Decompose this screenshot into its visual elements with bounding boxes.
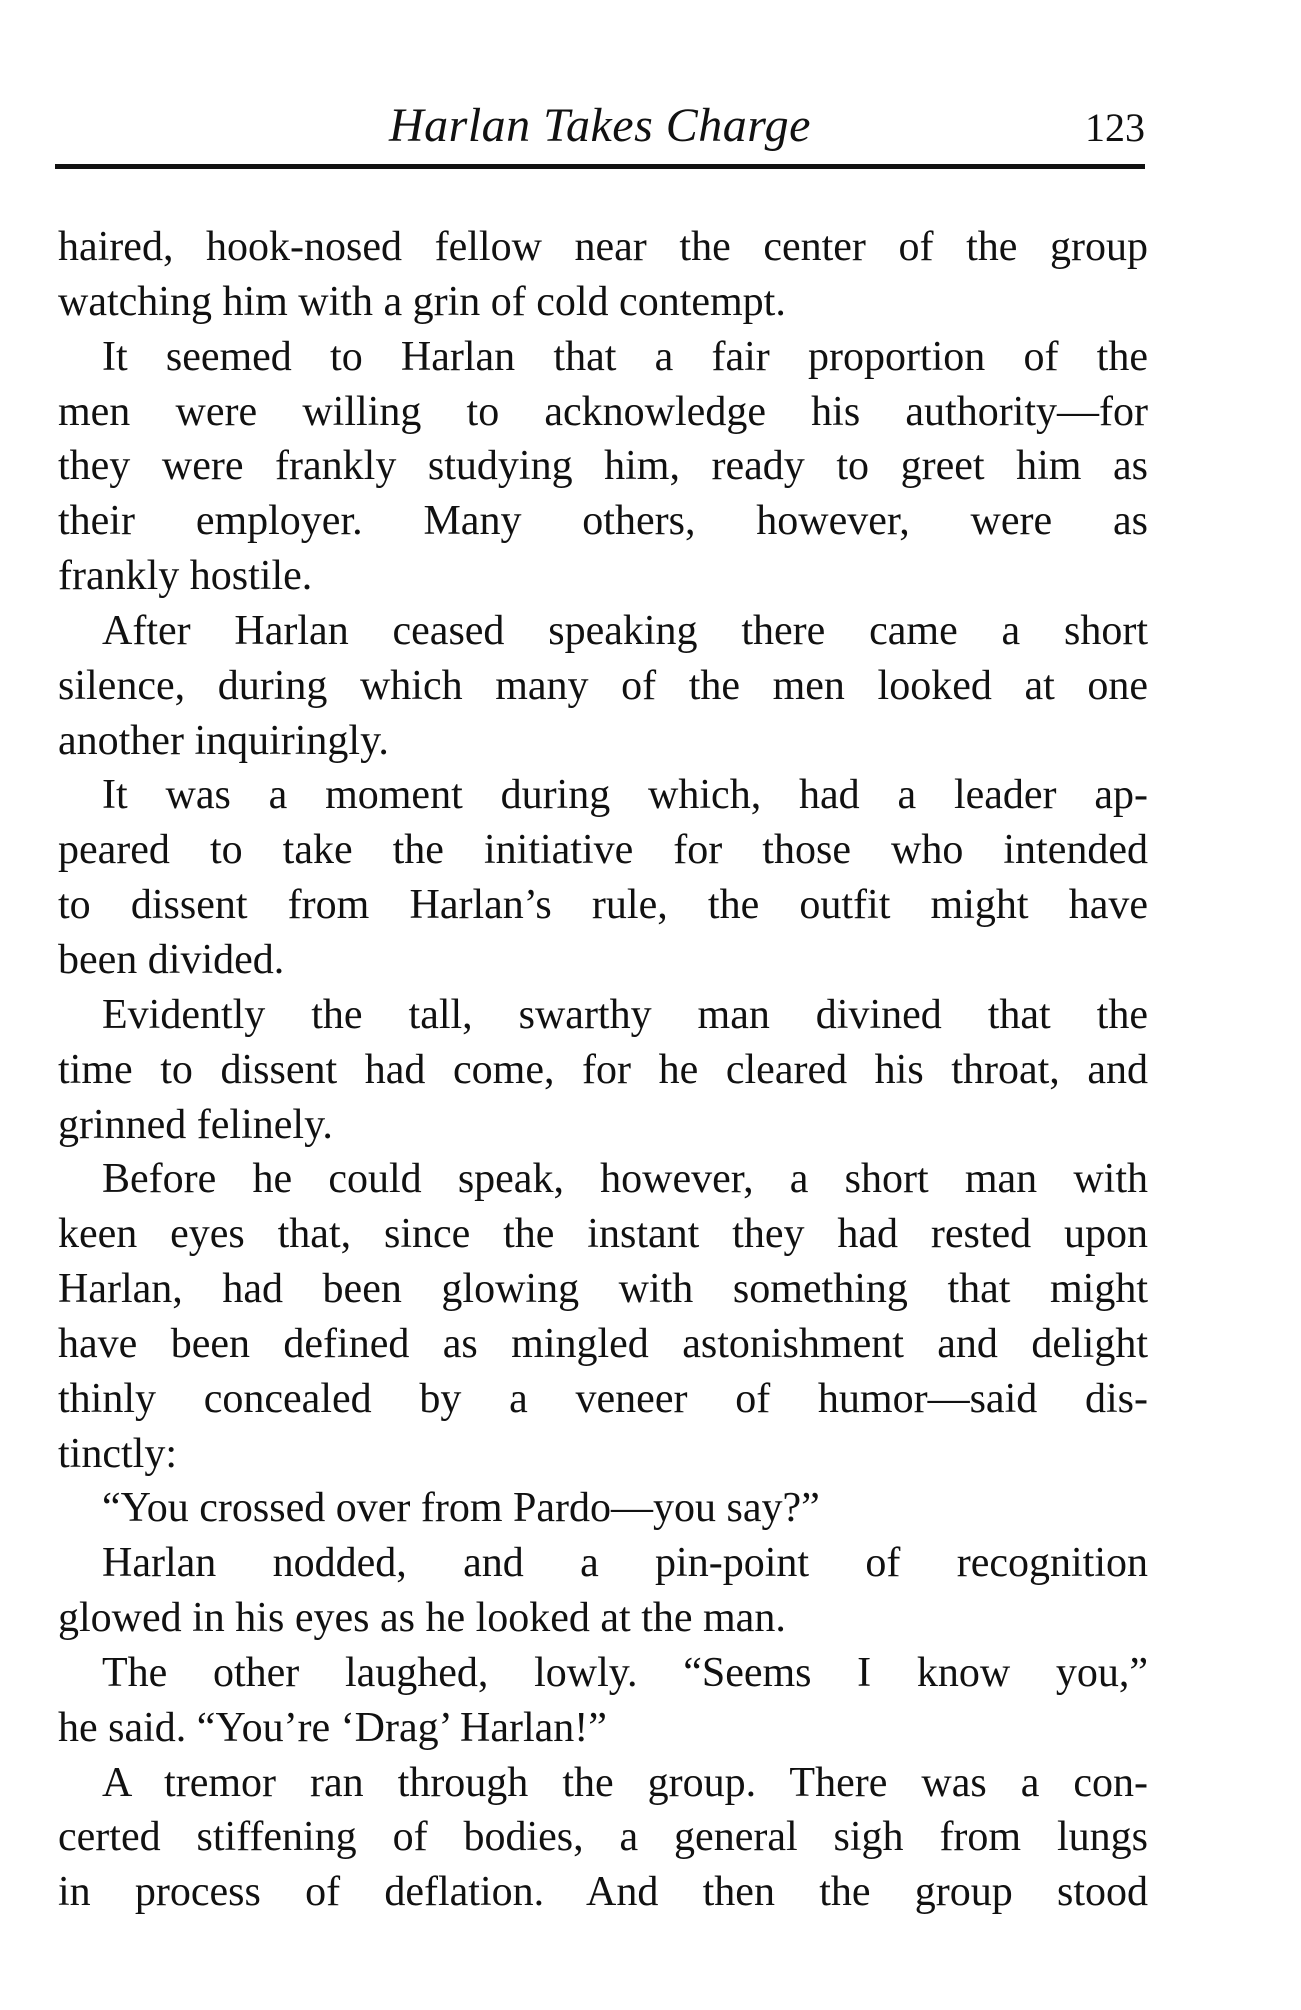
text-line: haired, hook-nosed fellow near the center of the group xyxy=(58,224,1148,270)
text-line: grinned felinely. xyxy=(58,1101,333,1148)
text-line: men were willing to acknowledge his authority—for xyxy=(58,388,1148,435)
text-line: Harlan, had been glowing with something that might xyxy=(58,1266,1148,1313)
text-line: he said. “You’re ‘Drag’ Harlan!” xyxy=(58,1704,607,1751)
text-line: “You crossed over from Pardo—you say?” xyxy=(102,1485,820,1532)
text-line: another inquiringly. xyxy=(58,717,389,764)
text-line: keen eyes that, since the instant they had rested upon xyxy=(58,1211,1148,1258)
running-head xyxy=(55,96,1145,166)
page-number: 123 xyxy=(1085,105,1145,150)
text-line: Evidently the tall, swarthy man divined that the xyxy=(102,991,1148,1038)
text-line: silence, during which many of the men looked at one xyxy=(58,662,1148,709)
text-line: The other laughed, lowly. “Seems I know you,” xyxy=(102,1649,1148,1696)
text-line: Before he could speak, however, a short man with xyxy=(102,1156,1148,1203)
text-line: frankly hostile. xyxy=(58,553,313,600)
running-title: Harlan Takes Charge xyxy=(389,99,811,152)
text-line: It seemed to Harlan that a fair proportion of the xyxy=(102,333,1148,380)
text-line: they were frankly studying him, ready to greet him as xyxy=(58,443,1148,490)
text-line: A tremor ran through the group. There was a con- xyxy=(102,1759,1148,1806)
text-line: to dissent from Harlan’s rule, the outfit might have xyxy=(58,882,1148,929)
text-line: their employer. Many others, however, were as xyxy=(58,498,1148,545)
text-line: time to dissent had come, for he cleared his throat, and xyxy=(58,1046,1148,1093)
text-line: tinctly: xyxy=(58,1430,177,1477)
text-line: Harlan nodded, and a pin-point of recognition xyxy=(102,1540,1148,1587)
text-line: After Harlan ceased speaking there came a short xyxy=(102,607,1148,654)
text-line: thinly concealed by a veneer of humor—said dis- xyxy=(58,1375,1148,1422)
text-line: It was a moment during which, had a leader ap- xyxy=(102,772,1148,819)
text-line: have been defined as mingled astonishment and delight xyxy=(58,1320,1148,1367)
text-line: certed stiffening of bodies, a general sigh from lungs xyxy=(58,1814,1148,1861)
text-line: watching him with a grin of cold contempt. xyxy=(58,278,786,325)
text-line: peared to take the initiative for those who intended xyxy=(58,827,1148,874)
text-line: in process of deflation. And then the group stood xyxy=(58,1869,1148,1916)
header-rule xyxy=(55,164,1145,169)
body-text xyxy=(58,220,1148,1920)
text-line: glowed in his eyes as he looked at the man. xyxy=(58,1595,786,1642)
text-line: been divided. xyxy=(58,936,285,983)
